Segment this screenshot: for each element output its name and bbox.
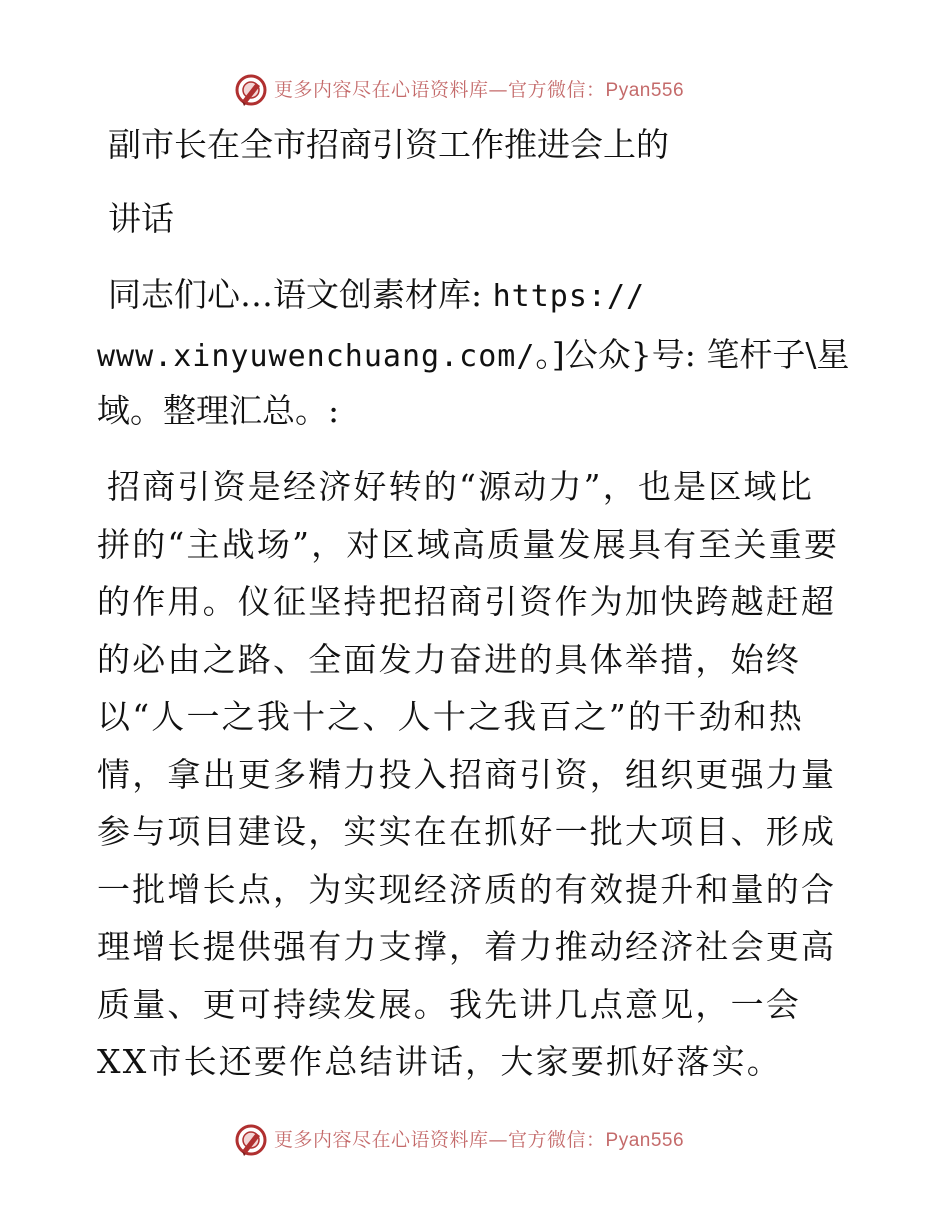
url-part-1: https:// bbox=[492, 279, 646, 314]
title-line-2: 讲话 bbox=[108, 199, 174, 238]
body-paragraph: 招商引资是经济好转的“源动力”，也是区域比拼的“主战场”，对区域高质量发展具有至关重要的作用。仪征坚持把招商引资作为加快跨越赶超的必由之路、全面发力奋进的具体举措，始终以“人一之我十之、人十之我百之”的干劲和热情，拿出更多精力投入招商引资，组织更强力量参与项目建设，实实在在抓好一批大项目、形成一批增长点，为实现经济质的有效提升和量的合理增长提供强有力支撑，着力推动经济社会更高质量、更可持续发展。我先讲几点意见，一会XX市长还要作总结讲话，大家要抓好落实。 bbox=[97, 467, 840, 1081]
watermark-text: 更多内容尽在心语资料库—官方微信：Pyan556 bbox=[274, 79, 685, 101]
pen-logo-icon bbox=[234, 1123, 268, 1157]
watermark-header bbox=[0, 70, 950, 110]
url-part-2: www.xinyuwenchuang.com/ bbox=[97, 339, 536, 374]
wechat-id: Pyan556 bbox=[605, 80, 685, 101]
pen-logo-icon bbox=[234, 73, 268, 107]
watermark-footer bbox=[0, 1120, 950, 1160]
title-line-1: 副市长在全市招商引资工作推进会上的 bbox=[108, 125, 669, 164]
salutation-prefix: 同志们心…语文创素材库: bbox=[108, 275, 483, 314]
salutation-line-1 bbox=[108, 266, 645, 326]
watermark-text: 更多内容尽在心语资料库—官方微信：Pyan556 bbox=[274, 1129, 685, 1151]
salutation-line-2 bbox=[97, 326, 850, 386]
salutation-suffix: 。]公众}号: 笔杆子\星 bbox=[535, 335, 850, 374]
wechat-id: Pyan556 bbox=[605, 1130, 685, 1151]
salutation-line-3: 域。整理汇总。: bbox=[97, 391, 340, 430]
